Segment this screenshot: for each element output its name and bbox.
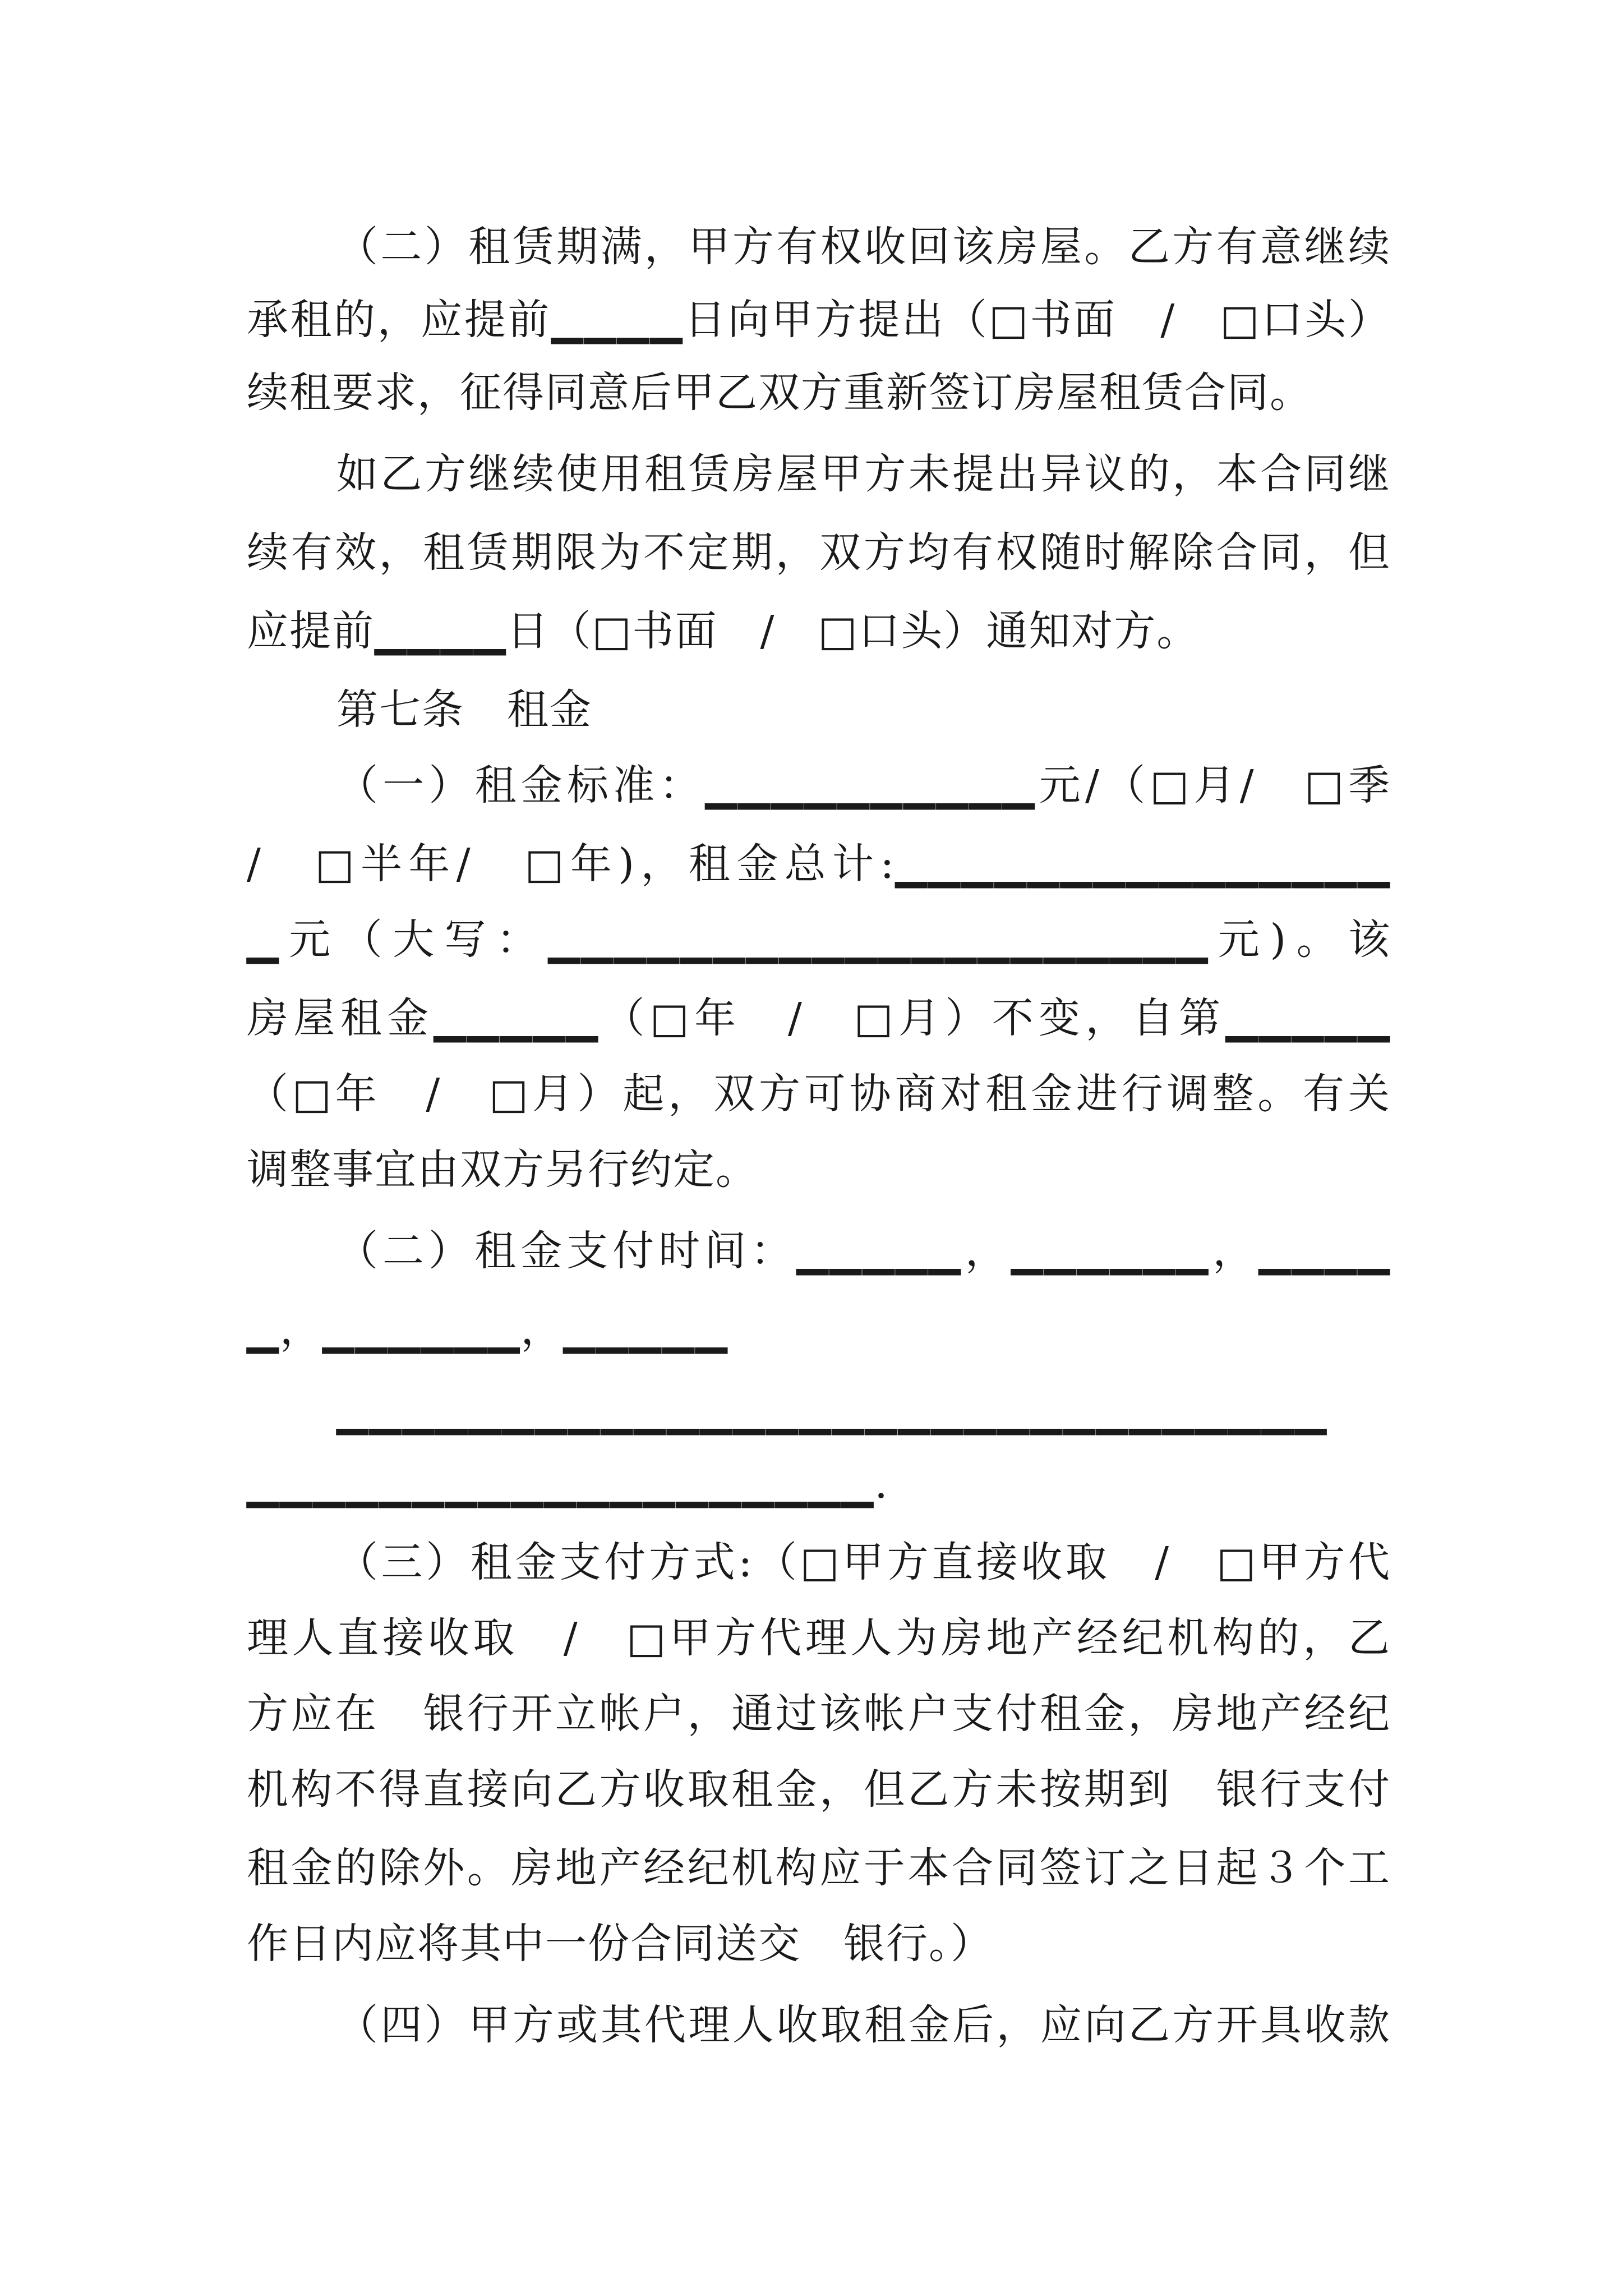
text-line: 应提前▁▁▁▁日（□书面 / □口头）通知对方。 bbox=[247, 607, 1200, 655]
text-line: 房屋租金▁▁▁▁▁（□年 / □月）不变，自第▁▁▁▁▁ bbox=[247, 994, 1391, 1042]
text-line: （一）租金标准：▁▁▁▁▁▁▁▁▁▁元/（□月/ □季 bbox=[336, 761, 1391, 809]
text-line: ▁▁▁▁▁▁▁▁▁▁▁▁▁▁▁▁▁▁▁▁▁▁▁▁▁▁▁▁▁▁ bbox=[336, 1387, 1328, 1435]
text-line: 如乙方继续使用租赁房屋甲方未提出异议的，本合同继 bbox=[336, 450, 1391, 498]
text-line: 理人直接收取 / □甲方代理人为房地产经纪机构的，乙 bbox=[247, 1614, 1391, 1662]
text-line: 作日内应将其中一份合同送交 银行。） bbox=[247, 1920, 993, 1968]
text-line: ▁▁▁▁▁▁▁▁▁▁▁▁▁▁▁▁▁▁▁. bbox=[247, 1460, 889, 1508]
text-line: 续有效，租赁期限为不定期，双方均有权随时解除合同，但 bbox=[247, 528, 1391, 577]
text-line: 方应在 银行开立帐户，通过该帐户支付租金，房地产经纪 bbox=[247, 1690, 1391, 1738]
text-line: 调整事宜由双方另行约定。 bbox=[247, 1145, 758, 1194]
text-line: （□年 / □月）起，双方可协商对租金进行调整。有关 bbox=[247, 1070, 1391, 1118]
text-line: 续租要求，征得同意后甲乙双方重新签订房屋租赁合同。 bbox=[247, 369, 1312, 417]
text-line: （四）甲方或其代理人收取租金后，应向乙方开具收款 bbox=[336, 2001, 1391, 2049]
text-line: ▁元（大写：▁▁▁▁▁▁▁▁▁▁▁▁▁▁▁▁▁▁▁▁元)。该 bbox=[247, 915, 1391, 964]
text-line: 机构不得直接向乙方收取租金，但乙方未按期到 银行支付 bbox=[247, 1765, 1391, 1814]
text-line: 租金的除外。房地产经纪机构应于本合同签订之日起３个工 bbox=[247, 1844, 1391, 1892]
text-line: （三）租金支付方式:（□甲方直接收取 / □甲方代 bbox=[336, 1538, 1391, 1586]
text-line: ▁，▁▁▁▁▁▁，▁▁▁▁▁ bbox=[247, 1305, 728, 1354]
text-line: （二）租金支付时间：▁▁▁▁▁，▁▁▁▁▁▁，▁▁▁▁ bbox=[336, 1227, 1391, 1275]
article-heading: 第七条 租金 bbox=[336, 685, 592, 734]
text-line: 承租的，应提前▁▁▁▁日向甲方提出（□书面 / □口头） bbox=[247, 296, 1391, 344]
text-line: / □半年/ □年)，租金总计:▁▁▁▁▁▁▁▁▁▁▁▁▁▁▁ bbox=[247, 840, 1391, 888]
text-line: （二）租赁期满，甲方有权收回该房屋。乙方有意继续 bbox=[336, 223, 1391, 271]
